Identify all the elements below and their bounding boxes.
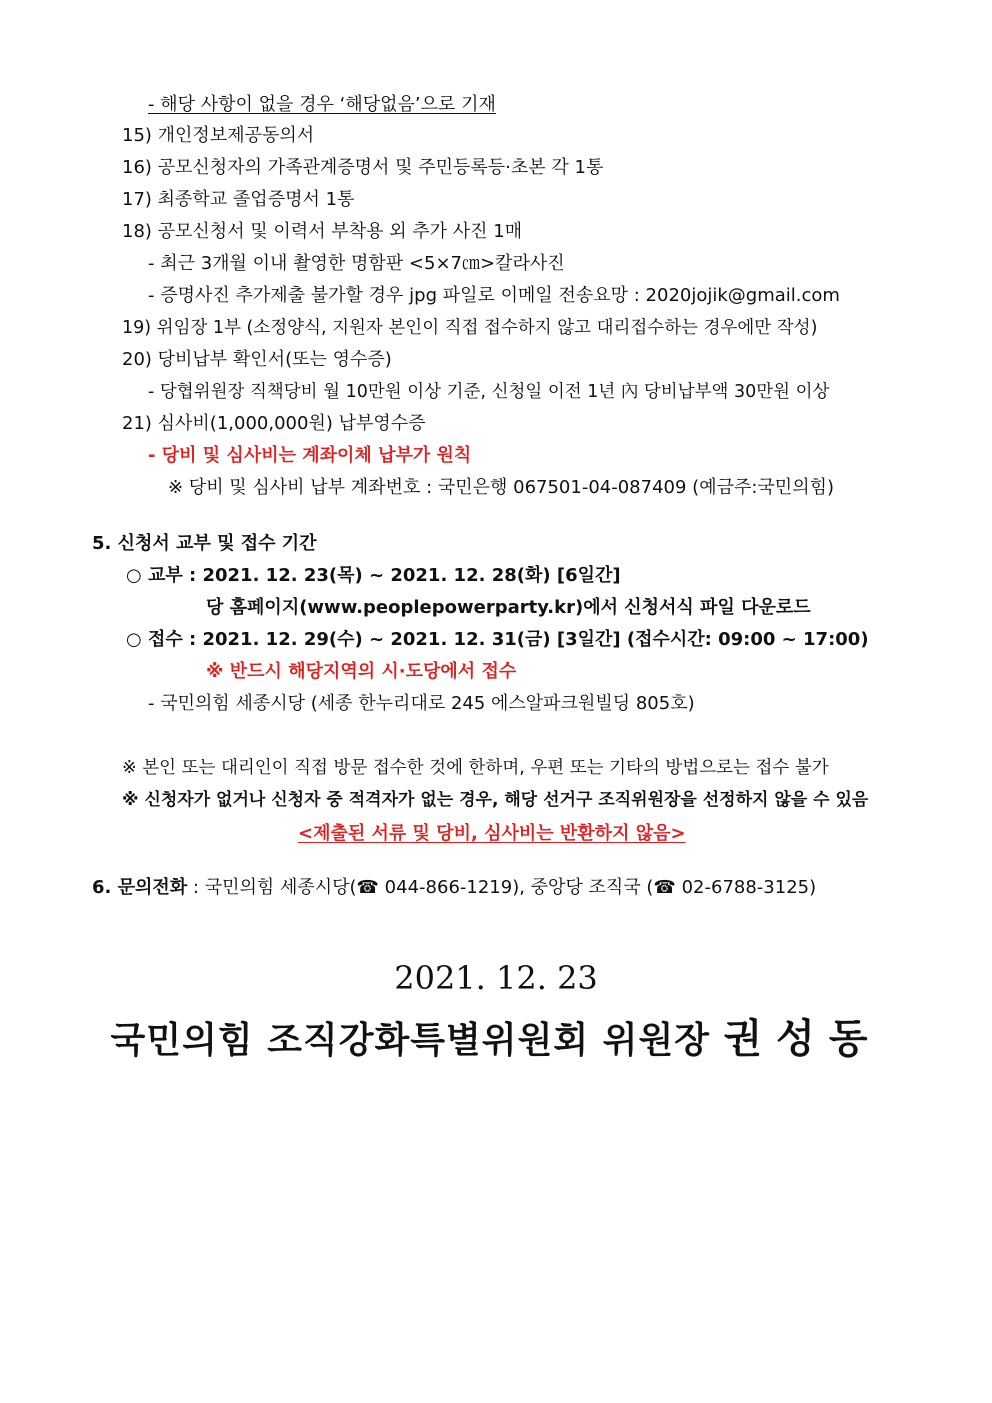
document-date: 2021. 12. 23 — [394, 959, 598, 997]
distribution-period: ○ 교부 : 2021. 12. 23(목) ~ 2021. 12. 28(화) [6일간] — [126, 565, 621, 586]
item-18: 18) 공모신청서 및 이력서 부착용 외 추가 사진 1매 — [122, 221, 523, 242]
item-19: 19) 위임장 1부 (소정양식, 지원자 본인이 직접 접수하지 않고 대리접수하는 경우에만 작성) — [122, 318, 818, 338]
no-selection-note: ※ 신청자가 없거나 신청자 중 적격자가 없는 경우, 해당 선거구 조직위원장을 선정하지 않을 수 있음 — [122, 790, 869, 810]
item-15: 15) 개인정보제공동의서 — [122, 125, 315, 146]
note-no-applicable: - 해당 사항이 없을 경우 ‘해당없음’으로 기재 — [148, 94, 496, 115]
non-refundable-note: <제출된 서류 및 당비, 심사비는 반환하지 않음> — [298, 823, 686, 844]
payment-principle: - 당비 및 심사비는 계좌이체 납부가 원칙 — [148, 445, 472, 466]
item-16: 16) 공모신청자의 가족관계증명서 및 주민등록등·초본 각 1통 — [122, 157, 604, 178]
signature-line — [0, 1014, 992, 1065]
section-5-heading: 5. 신청서 교부 및 접수 기간 — [92, 533, 317, 554]
section-6-contact — [92, 876, 816, 900]
bank-account-note: ※ 당비 및 심사비 납부 계좌번호 : 국민은행 067501-04-087409 (예금주:국민의힘) — [168, 477, 834, 498]
signature-title: 국민의힘 조직강화특별위원회 위원장 — [110, 1019, 710, 1061]
visit-only-note: ※ 본인 또는 대리인이 직접 방문 접수한 것에 한하며, 우편 또는 기타의 방법으로는 접수 불가 — [122, 758, 829, 778]
item-20: 20) 당비납부 확인서(또는 영수증) — [122, 349, 392, 370]
item-18-note-photo: - 최근 3개월 이내 촬영한 명함판 <5×7㎝>칼라사진 — [148, 253, 565, 274]
distribution-download: 당 홈페이지(www.peoplepowerparty.kr)에서 신청서식 파일 다운로드 — [206, 597, 811, 618]
signature-name: 권성동 — [723, 1015, 882, 1062]
submission-location-note: ※ 반드시 해당지역의 시·도당에서 접수 — [206, 661, 517, 682]
item-21: 21) 심사비(1,000,000원) 납부영수증 — [122, 413, 426, 434]
contact-text: : 국민의힘 세종시당(☎ 044-866-1219), 중앙당 조직국 (☎ 02-6788-3125) — [187, 877, 817, 898]
item-18-note-email: - 증명사진 추가제출 불가할 경우 jpg 파일로 이메일 전송요망 : 2020jojik@gmail.com — [148, 285, 840, 306]
submission-period: ○ 접수 : 2021. 12. 29(수) ~ 2021. 12. 31(금) [3일간] (접수시간: 09:00 ~ 17:00) — [126, 629, 869, 650]
item-20-note: - 당협위원장 직책당비 월 10만원 이상 기준, 신청일 이전 1년 內 당비납부액 30만원 이상 — [148, 382, 830, 402]
item-17: 17) 최종학교 졸업증명서 1통 — [122, 189, 355, 210]
sejong-office-address: - 국민의힘 세종시당 (세종 한누리대로 245 에스알파크원빌딩 805호) — [148, 693, 695, 714]
contact-label: 6. 문의전화 — [92, 877, 188, 898]
